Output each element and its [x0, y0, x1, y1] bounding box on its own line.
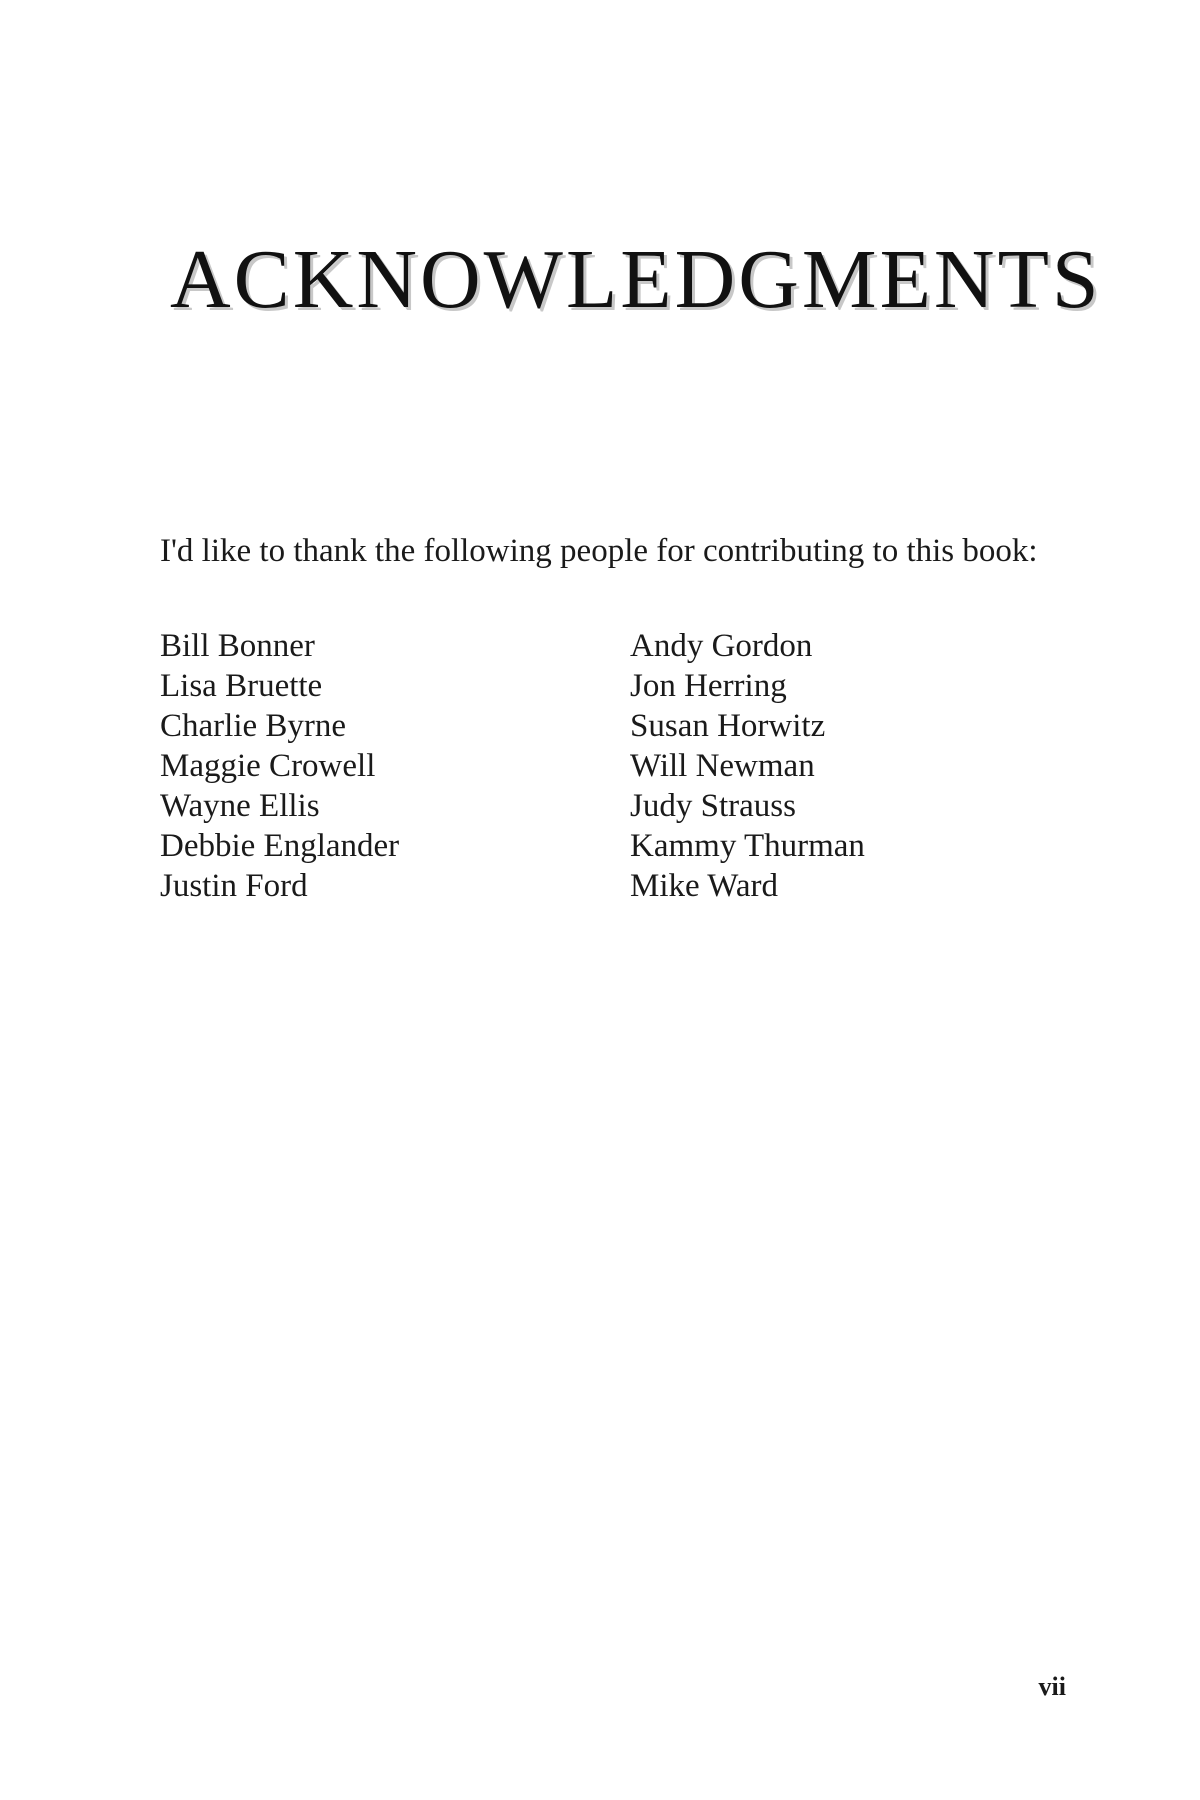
list-item: Justin Ford	[160, 868, 308, 904]
list-item: Susan Horwitz	[630, 708, 826, 744]
list-item: Andy Gordon	[630, 628, 813, 664]
names-column-right	[630, 626, 865, 906]
list-item: Debbie Englander	[160, 828, 400, 864]
intro-paragraph: I'd like to thank the following people for contributing to this book:	[160, 533, 1038, 569]
list-item: Mike Ward	[630, 868, 778, 904]
page-title: ACKNOWLEDGMENTS	[170, 233, 1102, 326]
list-item: Bill Bonner	[160, 628, 315, 664]
list-item: Judy Strauss	[630, 788, 796, 824]
list-item: Charlie Byrne	[160, 708, 347, 744]
list-item: Lisa Bruette	[160, 668, 323, 704]
names-column-left	[160, 626, 399, 906]
list-item: Will Newman	[630, 748, 815, 784]
list-item: Wayne Ellis	[160, 788, 320, 824]
list-item: Jon Herring	[630, 668, 787, 704]
list-item: Maggie Crowell	[160, 748, 376, 784]
page-number: vii	[1038, 1672, 1066, 1701]
list-item: Kammy Thurman	[630, 828, 865, 864]
